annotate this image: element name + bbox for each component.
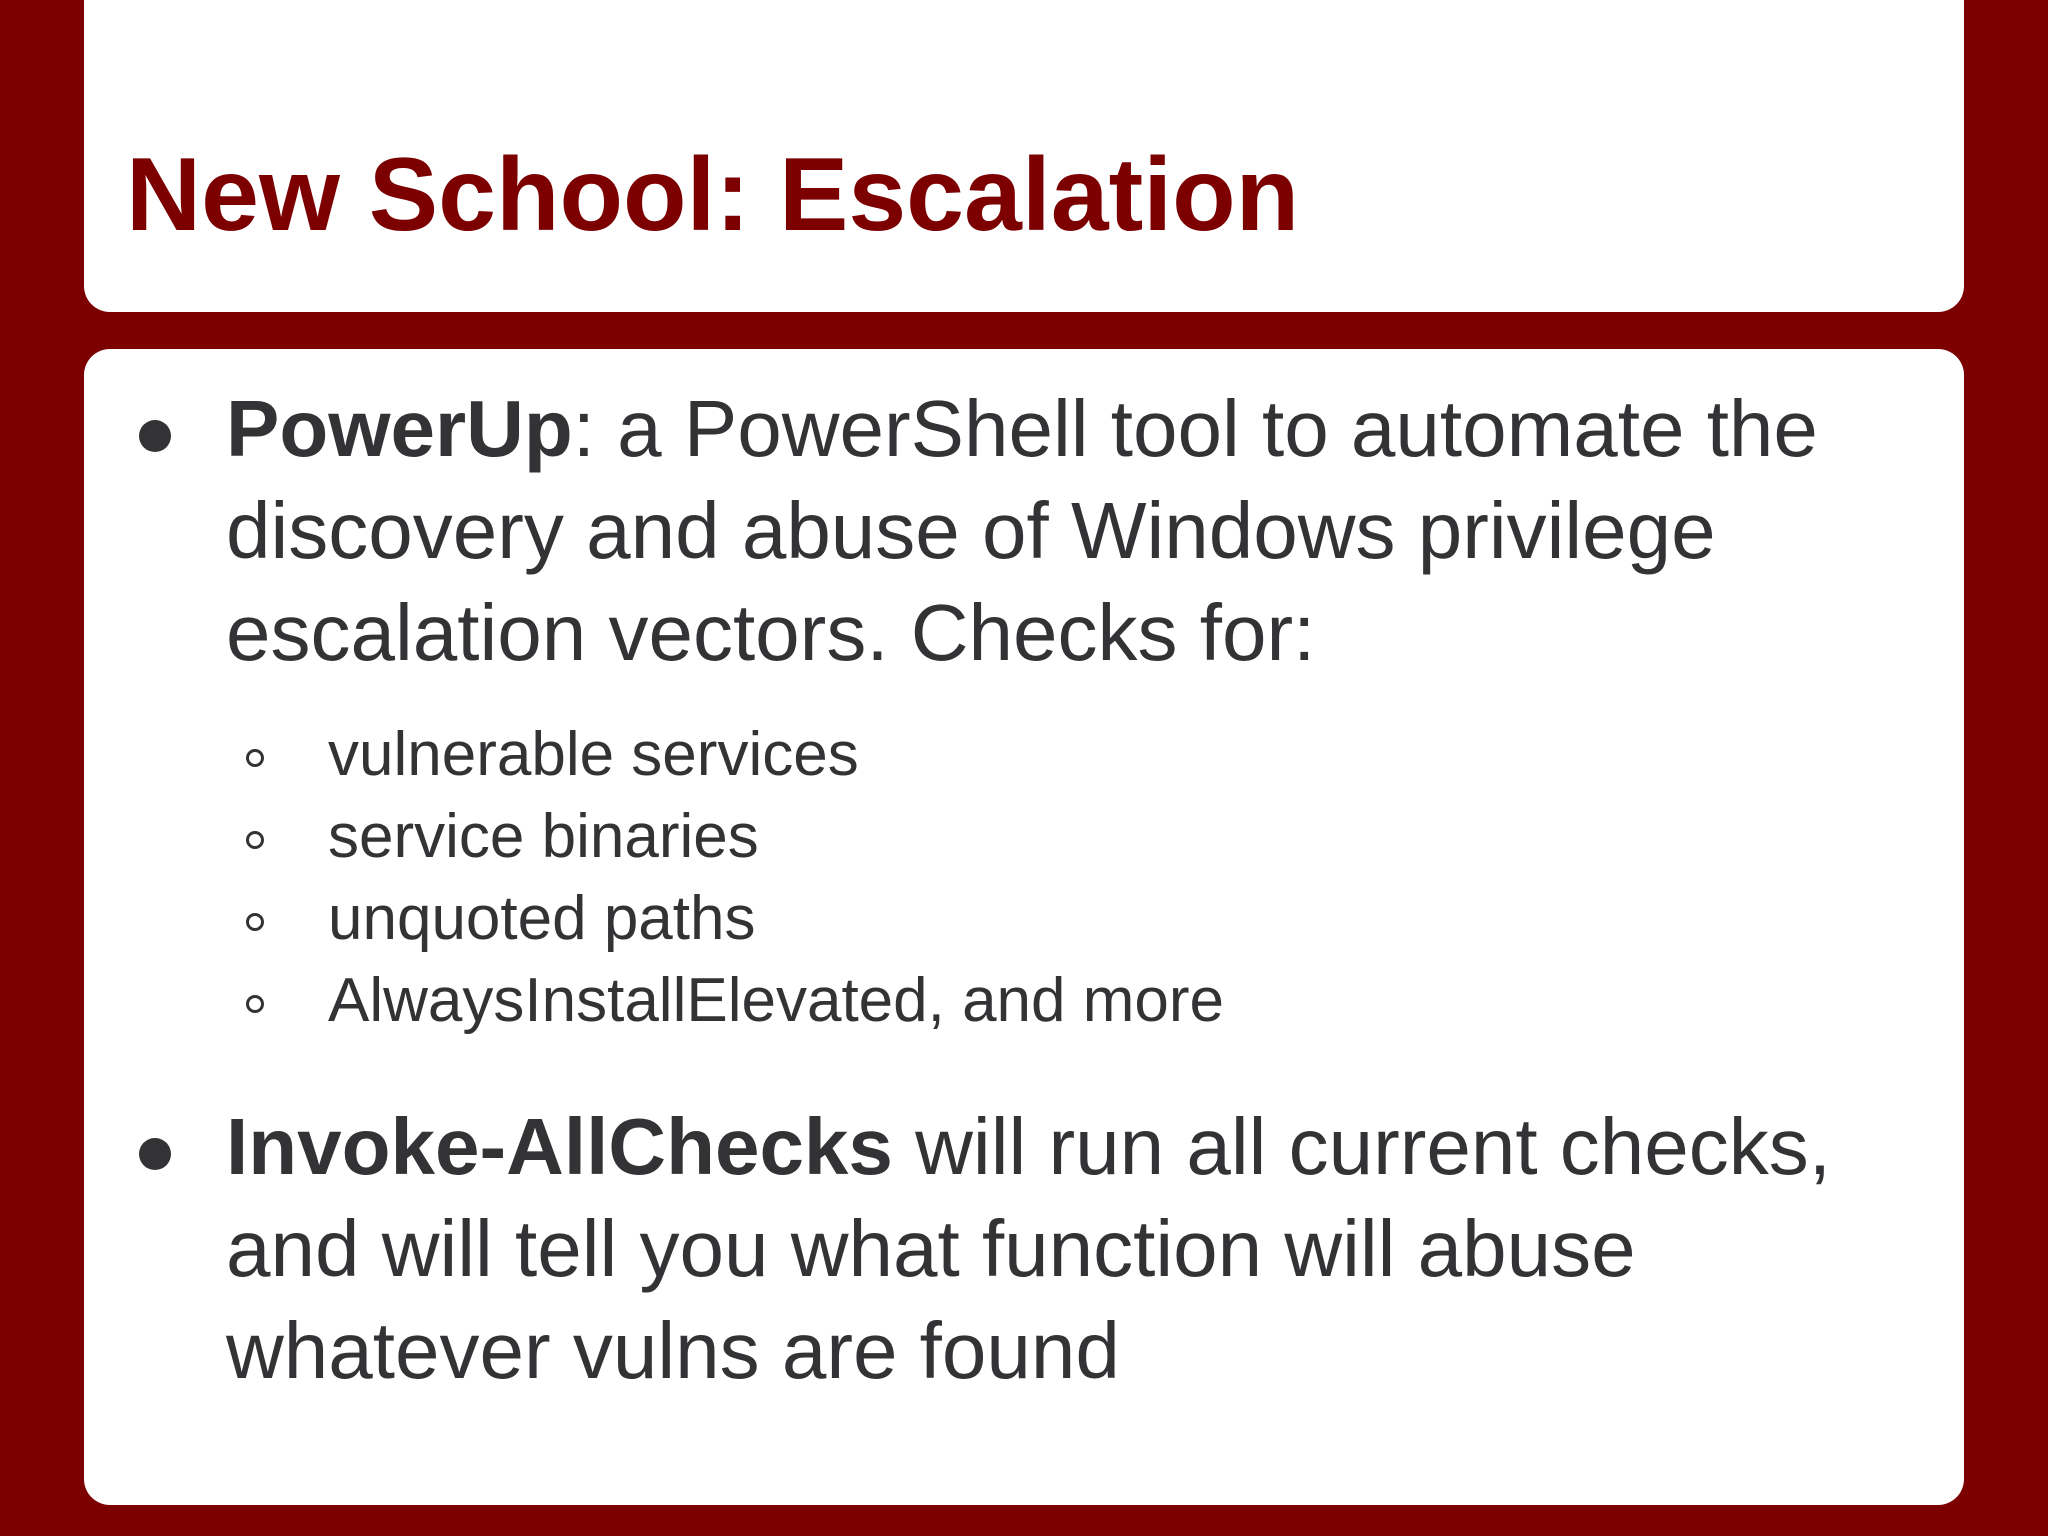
bullet-description: : a PowerShell tool to automate the discovery and abuse of Windows privilege escalation vectors. Checks for: [226,384,1818,677]
hollow-circle-icon [246,913,264,931]
hollow-circle-icon [246,995,264,1013]
bullet-dot-icon [139,1138,171,1170]
bullet-text [226,378,1936,684]
bullet-text [226,1096,1936,1402]
bullet-dot-icon [139,420,171,452]
sub-bullet-text: unquoted paths [328,884,756,953]
hollow-circle-icon [246,831,264,849]
bullet-description: will run all current checks, and will tell you what function will abuse whatever vulns are found [226,1102,1832,1395]
slide-title: New School: Escalation [126,137,1300,253]
title-card [84,0,1964,312]
content-card [84,349,1964,1505]
hollow-circle-icon [246,749,264,767]
sub-bullet-text: AlwaysInstallElevated, and more [328,966,1225,1035]
bullet-term: PowerUp [226,384,573,473]
sub-bullet-text: vulnerable services [328,720,859,789]
sub-bullet-text: service binaries [328,802,759,871]
bullet-term: Invoke-AllChecks [226,1102,893,1191]
